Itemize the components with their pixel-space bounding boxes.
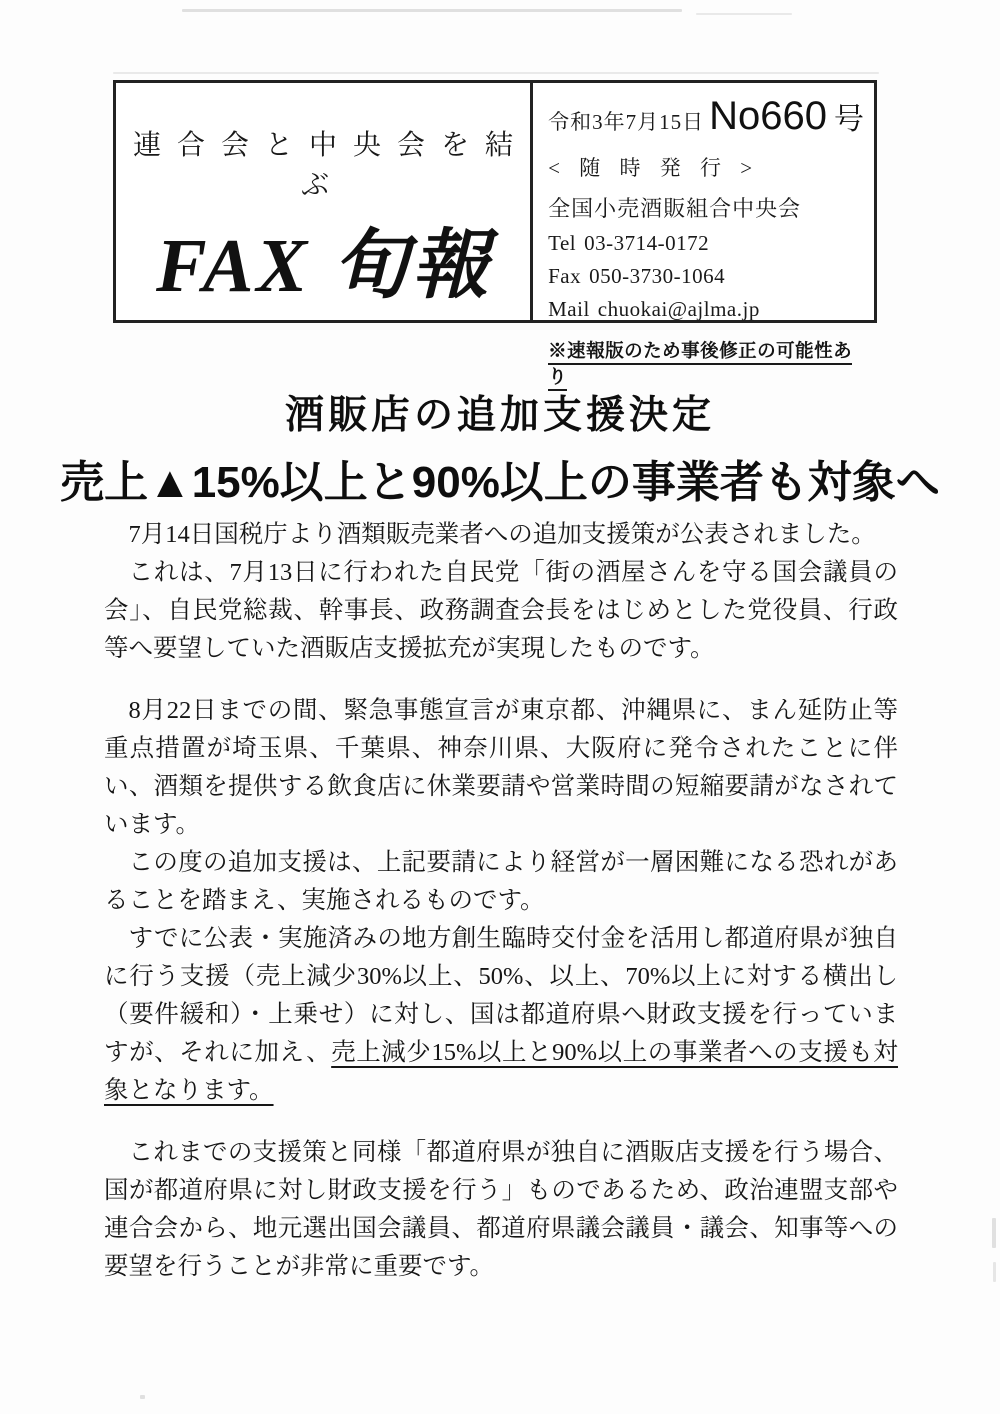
masthead-tagline: 連合会と中央会を結ぶ bbox=[133, 130, 530, 201]
paragraph-text: 7月14日国税庁より酒類販売業者への追加支援策が公表されました。 bbox=[128, 521, 876, 548]
body-paragraph bbox=[104, 920, 898, 1110]
body-paragraph bbox=[104, 1134, 898, 1286]
mail-value: chuokai@ajlma.jp bbox=[597, 297, 760, 321]
masthead-box bbox=[113, 80, 877, 387]
paragraph-text: この度の追加支援は、上記要請により経営が一層困難になる恐れがあることを踏まえ、実施されるものです。 bbox=[104, 849, 898, 914]
disclaimer-note: ※速報版のため事後修正の可能性あり bbox=[548, 340, 852, 391]
masthead-left-panel bbox=[116, 83, 533, 320]
document-title-line1: 酒販店の追加支援決定 bbox=[284, 394, 715, 437]
scan-artifact-top-line-2 bbox=[696, 13, 792, 15]
issue-number: No660 bbox=[709, 94, 827, 138]
scan-artifact-speck bbox=[140, 1395, 145, 1399]
fax-value: 050-3730-1064 bbox=[589, 264, 726, 288]
issue-number-suffix: 号 bbox=[834, 103, 864, 136]
disclaimer-note-wrap bbox=[548, 337, 864, 389]
body-paragraph bbox=[104, 554, 898, 668]
fax-label: Fax bbox=[548, 264, 582, 288]
issue-info-panel bbox=[533, 83, 874, 387]
masthead-title: FAX 旬報 bbox=[156, 224, 491, 308]
mail-label: Mail bbox=[548, 297, 590, 321]
issue-frequency: < 随 時 発 行 > bbox=[548, 156, 760, 180]
paragraph-underlined-text: 売上減少15%以上と90%以上の事業者への支援も対象となります。 bbox=[104, 1039, 898, 1104]
document-body bbox=[104, 516, 898, 1286]
issue-date: 令和3年7月15日 bbox=[548, 110, 705, 134]
paragraph-text: これは、7月13日に行われた自民党「街の酒屋さんを守る国会議員の会」、自民党総裁、幹事長、政務調査会長をはじめとした党役員、行政等へ要望していた酒販店支援拡充が実現したものです。 bbox=[104, 559, 898, 662]
scan-artifact-top-line bbox=[182, 9, 682, 12]
body-paragraph bbox=[104, 516, 898, 554]
body-paragraph bbox=[104, 844, 898, 920]
mail-line bbox=[548, 297, 864, 322]
paragraph-text: すでに公表・実施済みの地方創生臨時交付金を活用し都道府県が独自に行う支援（売上減少30%以上、50%、以上、70%以上に対する横出し（要件緩和）・上乗せ）に対し、国は都道府県へ財政支援を行っていますが、それに加え、 bbox=[104, 925, 898, 1066]
paragraph-text: これまでの支援策と同様「都道府県が独自に酒販店支援を行う場合、国が都道府県に対し財政支援を行う」ものであるため、政治連盟支部や連合会から、地元選出国会議員、都道府県議会議員・議会、知事等への要望を行うことが非常に重要です。 bbox=[104, 1139, 898, 1280]
tel-label: Tel bbox=[548, 231, 577, 255]
scan-artifact-ghost-line bbox=[113, 72, 879, 74]
issue-date-line bbox=[548, 94, 864, 138]
organization-name: 全国小売酒販組合中央会 bbox=[548, 196, 802, 221]
body-paragraph bbox=[104, 692, 898, 844]
document-title-line2: 売上▲15%以上と90%以上の事業者も対象へ bbox=[60, 458, 940, 507]
fax-line bbox=[548, 264, 864, 289]
tel-value: 03-3714-0172 bbox=[584, 231, 710, 255]
scan-artifact-right-dash-2 bbox=[993, 1262, 996, 1282]
tel-line bbox=[548, 231, 864, 256]
scan-artifact-right-dash bbox=[992, 1218, 996, 1248]
document-title-block bbox=[0, 384, 1000, 510]
paragraph-text: 8月22日までの間、緊急事態宣言が東京都、沖縄県に、まん延防止等重点措置が埼玉県、千葉県、神奈川県、大阪府に発令されたことに伴い、酒類を提供する飲食店に休業要請や営業時間の短縮要請がなされています。 bbox=[104, 697, 898, 838]
